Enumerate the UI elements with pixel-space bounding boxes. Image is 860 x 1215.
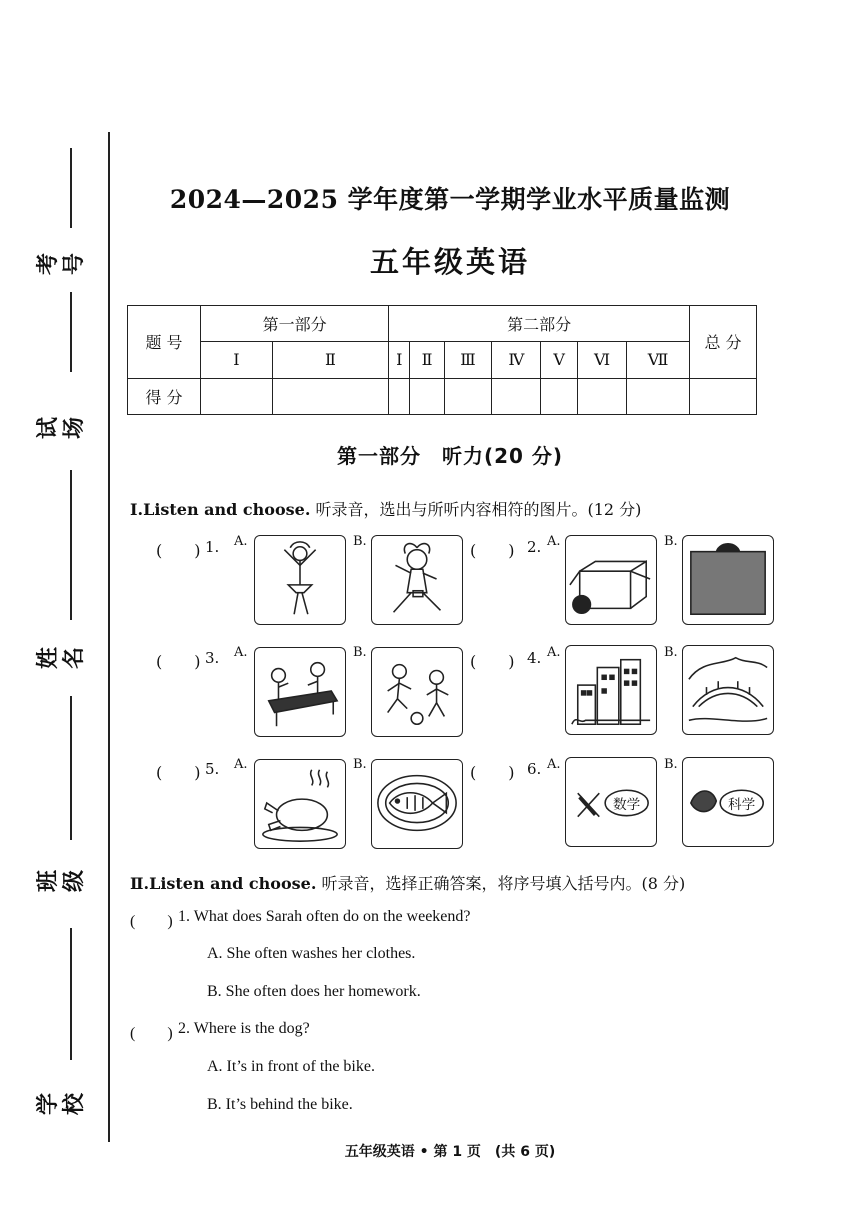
part-one-heading: 第一部分 听力(20 分) [336,444,564,468]
math-icon[interactable] [565,757,657,847]
section2-heading [130,871,685,894]
part2-header: 第二部分 [389,306,690,342]
answer-paren-1[interactable]: ( ) [156,541,201,560]
item-number: 4. [527,649,542,667]
ball-behind-box-icon[interactable] [682,535,774,625]
room-label: 试场 [36,417,87,440]
question-text: 2. Where is the dog? [178,1020,310,1037]
class-line [70,696,72,840]
item-number: 1. [205,538,220,556]
score-cell[interactable] [444,378,492,414]
score-cell[interactable] [272,378,388,414]
item-number: 2. [527,538,542,556]
option-b: B. [353,645,367,660]
part2-col: Ⅰ [389,342,410,378]
room-line [70,292,72,372]
score-cell[interactable] [492,378,541,414]
exam-title: 2024—2025 学年度第一学期学业水平质量监测 [169,185,731,214]
section1-heading [130,497,641,520]
item-number: 5. [205,760,220,778]
option-b: B. [664,645,678,660]
answer-paren-6[interactable]: ( ) [470,763,515,782]
ballet-dancer-icon[interactable] [254,535,346,625]
option-a-text: A. It’s in front of the bike. [207,1058,375,1075]
section2-zh: 听录音，选择正确答案，将序号填入括号内。(8 分) [316,874,686,893]
part2-col: Ⅶ [627,342,690,378]
item-number: 3. [205,649,220,667]
section1-number: Ⅰ. [130,500,144,519]
score-cell[interactable] [410,378,444,414]
section1-zh: 听录音，选出与所听内容相符的图片。(12 分) [310,500,642,519]
item-number: 6. [527,760,542,778]
exam-no-label: 考号 [36,253,87,276]
option-a: A. [234,757,248,772]
name-line [70,470,72,620]
option-a-text: A. She often washes her clothes. [207,945,416,962]
fish-icon[interactable] [371,759,463,849]
part1-header: 第一部分 [201,306,389,342]
answer-paren-3[interactable]: ( ) [156,652,201,671]
option-a: A. [547,757,561,772]
math-icon-label: 数学 [612,796,641,813]
part2-col: Ⅲ [444,342,492,378]
page-footer: 五年级英语 • 第 1 页 (共 6 页) [344,1144,556,1160]
subject-title: 五年级英语 [369,245,530,279]
answer-paren[interactable]: ( ) [130,913,173,930]
option-b: B. [664,757,678,772]
section1-en: Listen and choose. [143,500,311,519]
option-a: A. [547,534,561,549]
class-label: 班级 [36,870,87,893]
section2-number: Ⅱ. [130,874,150,893]
option-a: A. [547,645,561,660]
football-icon[interactable] [371,647,463,737]
roast-chicken-icon[interactable] [254,759,346,849]
option-b: B. [664,534,678,549]
score-cell[interactable] [577,378,626,414]
score-cell[interactable] [627,378,690,414]
part2-col: Ⅱ [410,342,444,378]
score-cell[interactable] [389,378,410,414]
answer-paren[interactable]: ( ) [130,1025,173,1042]
school-label: 学校 [36,1093,87,1116]
bridge-icon[interactable] [682,645,774,735]
option-b-text: B. It’s behind the bike. [207,1096,353,1113]
score-cell[interactable] [690,378,757,414]
option-a: A. [234,645,248,660]
score-cell[interactable] [541,378,577,414]
answer-paren-2[interactable]: ( ) [470,541,515,560]
option-b: B. [353,534,367,549]
part1-col: Ⅰ [201,342,273,378]
total-header: 总 分 [690,306,757,379]
row-label-number: 题 号 [128,306,201,379]
name-label: 姓名 [36,647,87,670]
question-text: 1. What does Sarah often do on the weekend? [178,908,471,925]
score-cell[interactable] [201,378,273,414]
box-with-ball-icon[interactable] [565,535,657,625]
science-icon[interactable] [682,757,774,847]
part2-col: Ⅳ [492,342,541,378]
option-b-text: B. She often does her homework. [207,983,421,1000]
part2-col: Ⅵ [577,342,626,378]
option-a: A. [234,534,248,549]
answer-paren-4[interactable]: ( ) [470,652,515,671]
ping-pong-icon[interactable] [254,647,346,737]
section2-en: Listen and choose. [149,874,317,893]
part2-col: Ⅴ [541,342,577,378]
answer-paren-5[interactable]: ( ) [156,763,201,782]
science-icon-label: 科学 [728,796,756,813]
score-table [127,305,757,415]
binding-line [108,132,110,1142]
buildings-icon[interactable] [565,645,657,735]
part1-col: Ⅱ [272,342,388,378]
option-b: B. [353,757,367,772]
kung-fu-girl-icon[interactable] [371,535,463,625]
row-label-score: 得 分 [128,378,201,414]
school-line [70,928,72,1060]
